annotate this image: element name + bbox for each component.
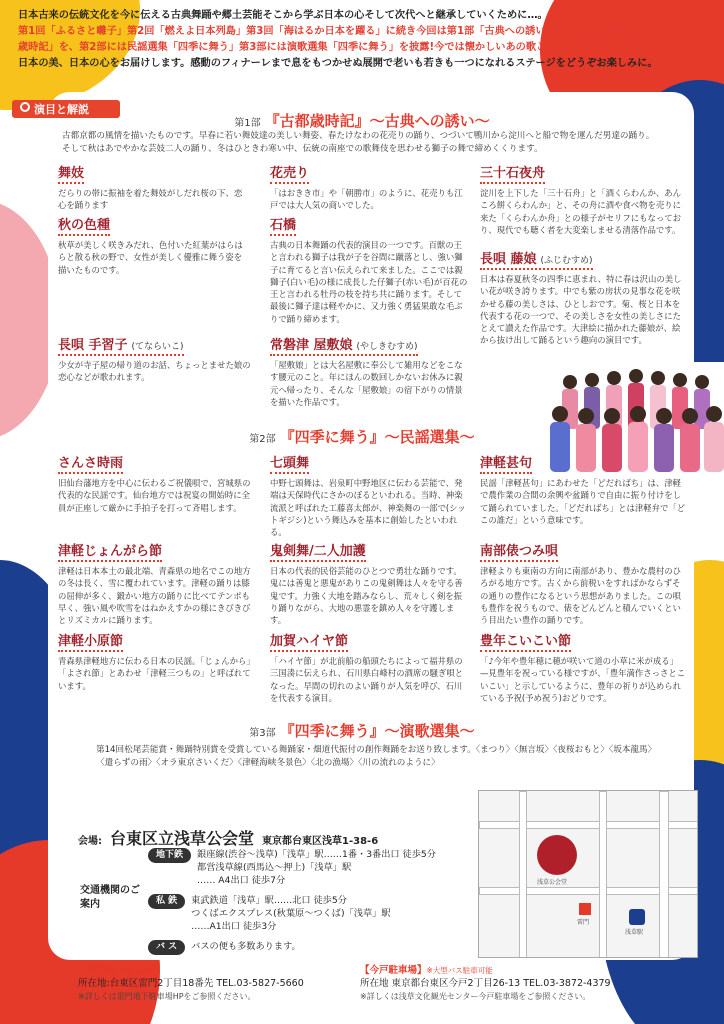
item-text: 民謡「津軽甚句」にあわせた「どだればち」は、津軽で農作業の合間の余興や盆踊りで自由に振り付けをして踊られていました。「どだればち」とは津軽弁で「どこの誰だ」という意味です。: [480, 478, 686, 525]
intro-text: [18, 8, 708, 72]
parking-note: ※詳しくは雷門地下駐車場HPをご参照ください。: [78, 992, 256, 1001]
map-label-station: 浅草駅: [625, 929, 644, 936]
part1-heading: [0, 110, 724, 131]
desc-line: そして秋はあでやかな芸妓二人の踊り、冬はひときわ寒い中、伝統の南座での歌舞伎を思わせる獅子の舞で締めくくります。: [62, 143, 543, 154]
program-item: [270, 630, 470, 704]
part-title: 『四季に舞う』〜演歌選集〜: [279, 722, 475, 740]
map-road: [659, 791, 669, 958]
venue-label: 会場:: [78, 836, 102, 847]
transit-title: 交通機関のご案内: [80, 885, 140, 910]
program-item: [58, 334, 258, 384]
item-text: 中野七頭舞は、岩泉町中野地区に伝わる芸能で、発端は天保時代にさかのぼるといわれる。当時、神楽流派と呼ばれた工藤喜太郎が、神楽舞の一部で(シットギジシ)という舞込みを基本に創始したといわれる。: [270, 478, 466, 538]
part-label: 第3部: [249, 728, 276, 739]
program-item: [270, 214, 470, 325]
program-item: [58, 162, 248, 212]
program-item: [270, 540, 470, 626]
item-title: 長唄 手習子 (てならいこ): [58, 334, 184, 356]
intro-line: 歳時記」を、第2部には民謡選集「四季に舞う」第3部には演歌選集「四季に舞う」を披露!今では懐かしいあの歌この歌。若さ溢れる子どもたちが: [18, 42, 689, 53]
part1-description: [62, 130, 692, 155]
desc-line: 第14回松尾芸能賞・舞踊特別賞を受賞している舞踊家・畑道代振付の創作舞踊をお送り致します。〈まつり〉〈無言坂〉〈夜桜おもと〉〈坂本龍馬〉: [96, 745, 657, 755]
item-title: 石橋: [270, 214, 296, 236]
transit-line: バスの便も多数あります。: [191, 941, 301, 952]
parking-head: 【雷門地下駐車場】: [78, 965, 164, 976]
venue-marker-icon: [537, 835, 577, 875]
transit-line: 東武鉄道「浅草」駅……北口 徒歩5分: [191, 895, 347, 906]
program-item: [480, 248, 688, 347]
item-text: 旧仙台藩地方を中心に伝わるご祝儀唄で、宮城県の代表的な民謡です。仙台地方では祝宴の開始時に全員が正座して厳かに手拍子を打って斉唱します。: [58, 478, 251, 513]
item-text: 津軽は日本本土の最北端、青森県の地名でこの地方の冬は長く、雪に覆われています。津軽の踊りは膝の屈伸が多く、鍛かい地方の踊りに比べてテンポも早く、強い風や吹雪をはねかえすかの様にきびきびとリズミカルに踊ります。: [58, 566, 251, 626]
program-item: [480, 540, 688, 626]
item-title: 秋の色種: [58, 214, 110, 236]
item-title: さんさ時雨: [58, 452, 123, 474]
transit-line: ……A1出口 徒歩3分: [191, 921, 277, 932]
program-item: [270, 452, 470, 538]
program-item: [480, 630, 688, 704]
bus-tag: バ ス: [148, 940, 185, 955]
parking-imado: [360, 964, 611, 1003]
item-title: 舞妓: [58, 162, 84, 184]
item-text: 古典の日本舞踊の代表的演目の一つです。百獣の王と言われる獅子は我が子を谷間に蹴落とし、強い獅子に育てると言い伝えられて来ました。ここでは親獅子(白い毛)の様に成長した仔獅子(赤い毛)が百花の王と言われる牡丹の枝を持ち共に踊ります。そして最後に獅子達は軽やかに、又力強く勇猛果敢な毛ぶりで踊り締めます。: [270, 240, 468, 324]
item-title: 長唄 藤娘 (ふじむすめ): [480, 248, 593, 270]
venue-name: 台東区立浅草公会堂: [110, 829, 255, 848]
map-road: [599, 791, 607, 958]
desc-line: 〈遣らずの雨〉〈オラ東京さいくだ〉〈津軽海峡冬景色〉〈北の漁場〉〈川の流れのように〉: [96, 757, 440, 768]
map-label-gate: 雷門: [577, 919, 590, 926]
transit-bus: [148, 940, 301, 955]
subway-tag: 地下鉄: [148, 848, 191, 863]
part3-description: [96, 744, 696, 769]
item-text: 「ハイヤ節」が北前船の船頭たちによって福井県の三国湊に伝えられ、石川県白峰村の酒席の騒ぎ唄となった。早間の切れのよい踊りが人気を呼び、石川を代表する演目。: [270, 656, 464, 703]
transit-line: つくばエクスプレス(秋葉原〜つくば)「浅草」駅: [191, 908, 391, 919]
transit-line: …… A4出口 徒歩7分: [197, 875, 286, 886]
transit-line: 都営浅草線(西馬込〜押上)「浅草」駅: [197, 862, 352, 873]
program-item: [480, 162, 688, 236]
part-label: 第1部: [234, 118, 261, 129]
item-text: 日本は春夏秋冬の四季に恵まれ、特に春は沢山の美しい花が咲き誇ります。中でも紫の房状の見事な花を咲かせる藤の美しさは、ひとしおです。菊、桜と日本を代表する花の一つで、その美しさを女性の美しさにたとえて讃えた作品です。大津絵に描かれた藤娘が、絵から抜け出して踊るという趣向の演目です。: [480, 274, 682, 346]
part2-heading: [0, 426, 724, 447]
item-text: だらりの帯に振袖を着た舞妓がしだれ桜の下、恋心を踊ります: [58, 188, 243, 211]
item-title: 常磐津 屋敷娘 (やしきむすめ): [270, 334, 418, 356]
item-text: 「はおきき市」や「朝勝市」のように、花売りも江戸では大人気の商いでした。: [270, 188, 463, 211]
item-text: 青森県津軽地方に伝わる日本の民謡。「じょんから」「よされ節」とあわせ「津軽三つもの」と呼ばれています。: [58, 656, 251, 691]
program-item: [58, 630, 254, 692]
part-title: 『古都歳時記』〜古典への誘い〜: [264, 112, 490, 130]
item-title: 津軽じょんがら節: [58, 540, 162, 562]
parking-line: 所在地 東京都台東区今戸2丁目26-13 TEL.03-3872-4379: [360, 978, 611, 989]
transit-line: 銀座線(渋谷〜浅草)「浅草」駅……1番・3番出口 徒歩5分: [197, 849, 436, 860]
program-item: [58, 452, 254, 514]
item-title: 南部俵つみ唄: [480, 540, 558, 562]
item-text: 津軽よりも東南の方向に南部があり、豊かな農村のひろがる地方です。古くから前税いをすればかならずその通りの豊作になるという思想がありました。この唄も豊作を祝うもので、俵をどんどんと積んでいくという目出たい豊作の踊りです。: [480, 566, 681, 626]
program-item: [270, 162, 470, 212]
item-title: 鬼剣舞/二人加護: [270, 540, 366, 562]
parking-kaminarimon: [78, 964, 304, 1003]
desc-line: 古都京都の風情を描いたものです。早春に若い舞妓達の美しい舞姿、春たけなわの花売りの踊り、つづいて鴨川から淀川へと船で物を運んだ男達の踊り。: [62, 131, 655, 141]
program-item: [270, 334, 470, 408]
program-item: [480, 452, 688, 526]
venue-line: [78, 826, 378, 849]
gate-marker-icon: [579, 903, 591, 915]
item-title: 七頭舞: [270, 452, 309, 474]
parking-note: ※詳しくは浅草文化観光センター今戸駐車場をご参照ください。: [360, 992, 591, 1001]
item-title: 花売り: [270, 162, 309, 184]
transit-rail: [148, 894, 391, 933]
map-label-venue: 浅草公会堂: [537, 879, 568, 886]
intro-line: 日本の美、日本の心をお届けします。感動のフィナーレまで息をもつかせぬ展開で老いも若きも一つになれるステージをどうぞお楽しみに。: [18, 58, 658, 69]
program-badge: 演目と解説: [12, 100, 120, 118]
map-road: [519, 791, 527, 958]
item-title: 津軽甚句: [480, 452, 532, 474]
access-map: [478, 790, 698, 958]
parking-head: 【今戸駐車場】: [360, 965, 427, 976]
rail-tag: 私 鉄: [148, 894, 185, 909]
parking-line: 所在地:台東区雷門2丁目18番先 TEL.03-5827-5660: [78, 978, 304, 989]
part-label: 第2部: [249, 434, 276, 445]
part3-heading: [0, 720, 724, 741]
item-title: 豊年こいこい節: [480, 630, 571, 652]
item-text: 「屋敷娘」とは大名屋敷に奉公して雑用などをこなす腰元のこと。年にほんの数回しかないお休みに親元へ帰ったり、そんな「屋敷娘」の宿下がりの情景を描いた作品です。: [270, 360, 463, 407]
intro-line: 第1回「ふるさと囃子」第2回「燃えよ日本列島」第3回「海はるか日本を躍る」に続き今回は第1部「古典への誘い」では古都の風情を謳った「古都: [18, 26, 699, 37]
item-text: 日本の代表的民俗芸能のひとつで勇壮な踊りです。鬼には善鬼と悪鬼がありこの鬼剣舞は人々を守る善鬼です。力強く大地を踏みならし、荒々しく剣を振り踊りながら、大地の悪霊を鎮め人々を守護します。: [270, 566, 463, 626]
item-title: 加賀ハイヤ節: [270, 630, 348, 652]
item-title: 三十石夜舟: [480, 162, 545, 184]
program-item: [58, 540, 254, 626]
station-marker-icon: [629, 909, 645, 925]
venue-address: 東京都台東区浅草1-38-6: [262, 836, 379, 847]
intro-line: 日本古来の伝統文化を今に伝える古典舞踊や郷土芸能そこから学ぶ日本の心そして次代へと継承していくために…。: [18, 10, 548, 21]
program-item: [58, 214, 248, 276]
item-text: 「♪今年や豊年穂に穂が咲いて道の小草に米が成る」 —見豊年を祝っている様ですが、「豊年満作さっさとこいこい」と示しているように、豊年の祈りが込められている予祝(予め祝う)おどりです。: [480, 656, 686, 703]
item-text: 淀川を上下した「三十石舟」と「酒くらわんか、あんころ餅くらわんか」と、その舟に酒や食べ物を売りに来た「くらわんか舟」との様子がセリフにもなっており、現代でも聴く者を大変楽しませる清落作品です。: [480, 188, 681, 235]
item-text: 少女が寺子屋の帰り道のお話、ちょっとませた娘の恋心などが歌われます。: [58, 360, 251, 383]
item-title: 津軽小原節: [58, 630, 123, 652]
item-text: 秋草が美しく咲きみだれ、色付いた紅葉がはらはらと散る秋の野で、女性が美しく優雅に舞う姿を描いたものです。: [58, 240, 243, 275]
part-title: 『四季に舞う』〜民謡選集〜: [279, 428, 475, 446]
transit-subway: [148, 848, 436, 887]
parking-bus-note: ※大型バス駐車可能: [426, 966, 493, 975]
